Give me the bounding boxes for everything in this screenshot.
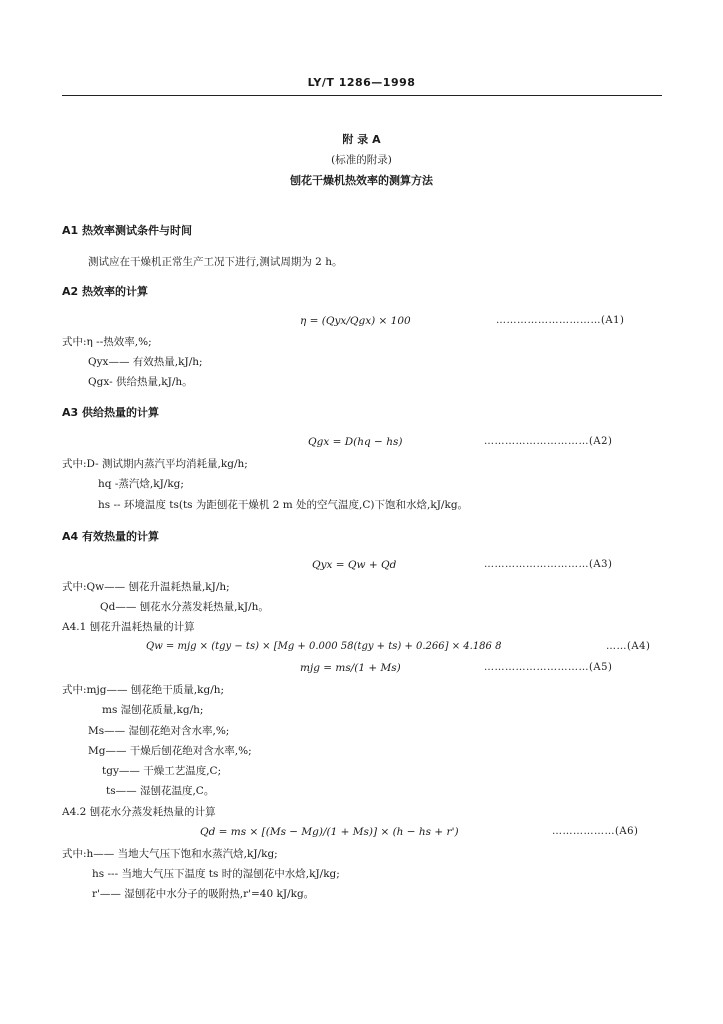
appendix-label: 附 录 A xyxy=(342,133,381,146)
where-line: r'—— 湿刨花中水分子的吸附热,r'=40 kJ/kg。 xyxy=(92,888,315,900)
where-line: hq -蒸汽焓,kJ/kg; xyxy=(98,478,184,490)
header-rule xyxy=(62,95,662,96)
where-line: 式中:mjg—— 刨花绝干质量,kg/h; xyxy=(62,684,225,696)
standard-code-header: LY/T 1286—1998 xyxy=(307,76,416,89)
where-line: tgy—— 干燥工艺温度,C; xyxy=(102,765,222,777)
section-a2-title: A2 热效率的计算 xyxy=(62,285,148,298)
where-line: Qyx—— 有效热量,kJ/h; xyxy=(88,356,203,368)
where-line: Qd—— 刨花水分蒸发耗热量,kJ/h。 xyxy=(100,601,269,613)
where-line: ts—— 湿刨花温度,C。 xyxy=(106,785,215,797)
equation-number-a6: ………………(A6) xyxy=(552,826,639,837)
equation-number-a5: …………………………(A5) xyxy=(484,662,613,673)
where-line: 式中:Qw—— 刨花升温耗热量,kJ/h; xyxy=(62,581,230,593)
appendix-title: 刨花干燥机热效率的测算方法 xyxy=(290,174,433,187)
where-line: 式中:h—— 当地大气压下饱和水蒸汽焓,kJ/kg; xyxy=(62,848,278,860)
equation-number-a2: …………………………(A2) xyxy=(484,436,613,447)
appendix-note: (标准的附录) xyxy=(331,154,392,166)
section-a1-text: 测试应在干燥机正常生产工况下进行,测试周期为 2 h。 xyxy=(88,256,343,268)
formula-a4: Qw = mjg × (tgy − ts) × [Mg + 0.000 58(tgy + ts) + 0.266] × 4.186 8 xyxy=(146,641,502,652)
where-line: Qgx- 供给热量,kJ/h。 xyxy=(88,376,193,388)
section-a41-title: A4.1 刨花升温耗热量的计算 xyxy=(62,621,195,633)
section-a3-title: A3 供给热量的计算 xyxy=(62,406,159,419)
where-line: Mg—— 干燥后刨花绝对含水率,%; xyxy=(88,745,252,757)
section-a4-title: A4 有效热量的计算 xyxy=(62,530,159,543)
where-line: 式中:η --热效率,%; xyxy=(62,336,152,348)
where-line: ms 湿刨花质量,kg/h; xyxy=(102,704,204,716)
formula-a1: η = (Qyx/Qgx) × 100 xyxy=(300,315,411,327)
formula-a5: mjg = ms/(1 + Ms) xyxy=(300,662,401,674)
formula-a2: Qgx = D(hq − hs) xyxy=(308,436,403,448)
where-line: 式中:D- 测试期内蒸汽平均消耗量,kg/h; xyxy=(62,458,248,470)
equation-number-a1: …………………………(A1) xyxy=(496,315,625,326)
equation-number-a4: ……(A4) xyxy=(606,641,651,652)
where-line: hs --- 当地大气压下温度 ts 时的湿刨花中水焓,kJ/kg; xyxy=(92,868,340,880)
section-a42-title: A4.2 刨花水分蒸发耗热量的计算 xyxy=(62,806,216,818)
where-line: hs -- 环境温度 ts(ts 为距刨花干燥机 2 m 处的空气温度,C)下饱和水焓,kJ/kg。 xyxy=(98,499,469,511)
where-line: Ms—— 湿刨花绝对含水率,%; xyxy=(88,725,230,737)
section-a1-title: A1 热效率测试条件与时间 xyxy=(62,224,192,237)
formula-a6: Qd = ms × [(Ms − Mg)/(1 + Ms)] × (h − hs + r') xyxy=(200,826,459,838)
formula-a3: Qyx = Qw + Qd xyxy=(312,559,397,571)
equation-number-a3: …………………………(A3) xyxy=(484,559,613,570)
